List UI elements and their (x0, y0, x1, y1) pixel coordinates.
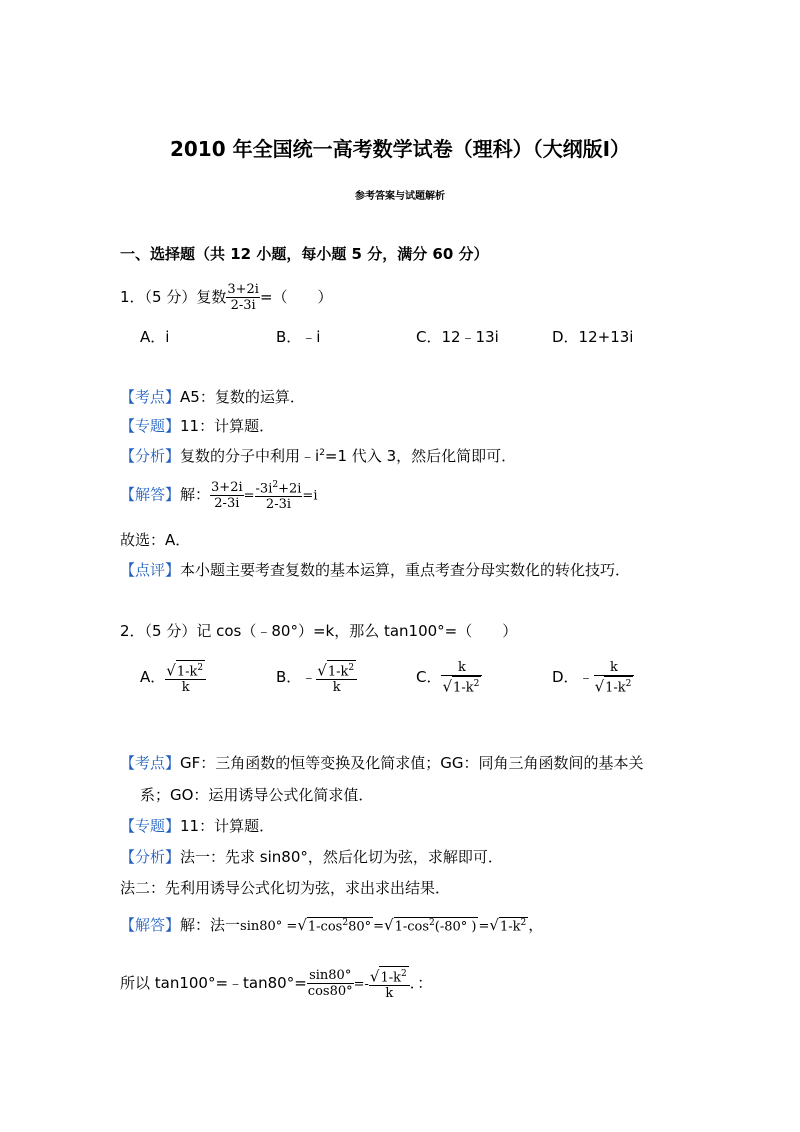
q2-option-d: D．﹣ $\frac{k}{√1-k^2}$ (552, 660, 634, 695)
jieda-root-2: $1-\cos^2(-80^\circ$ ) (394, 917, 477, 934)
jieda-tag: 【解答】 (120, 485, 181, 504)
zhuanti-tag: 【专题】 (120, 417, 181, 435)
kaodian-tag: 【考点】 (120, 754, 181, 772)
jieda-fraction-1 (210, 480, 244, 511)
q2-suoyi: 所以 tan100°=﹣tan80°= $\frac{\sin 80^\circ}{\cos 80^\circ}$ =- $\frac{√1-k^2}{k}$ ．： (120, 967, 433, 1002)
q2-kaodian (120, 752, 644, 773)
suoyi-text: 所以 tan100°=﹣tan80°= (120, 974, 307, 993)
jieda-fraction-2 (255, 478, 303, 512)
fenxi-tag: 【分析】 (120, 447, 181, 465)
question-1-suffix: =（ ） (259, 288, 333, 306)
fenxi-tag: 【分析】 (120, 848, 181, 866)
question-1-fraction (226, 282, 260, 313)
zhuanti-tag: 【专题】 (120, 817, 181, 835)
kaodian-text: GF：三角函数的恒等变换及化简求值；GG：同角三角函数间的基本关 (180, 754, 644, 772)
question-1-prefix: 1．（5 分）复数 (120, 288, 227, 306)
option-c-fraction: $\frac{k}{√1-k^2}$ (441, 660, 482, 695)
fraction-numerator: 3+2i (227, 282, 259, 297)
q2-option-a: A． $\frac{√1-k^2}{k}$ (140, 660, 206, 695)
page-title: 2010 年全国统一高考数学试卷（理科）（大纲版I） (169, 137, 631, 161)
question-2-stem: 2．（5 分）记 cos（﹣80°）=k，那么 tan100°=（ ） (120, 622, 518, 640)
fraction-numerator: $-3i^2+2i$ (255, 480, 302, 497)
zhuanti-text: 11：计算题． (180, 417, 275, 435)
fenxi-superscript: 2 (319, 448, 325, 458)
section-heading: 一、选择题（共 12 小题，每小题 5 分，满分 60 分） (120, 245, 489, 263)
jieda-tag: 【解答】 (120, 916, 181, 934)
suoyi-fraction-1: $\frac{\sin 80^\circ}{\cos 80^\circ}$ (307, 968, 353, 1000)
option-b-fraction: $\frac{√1-k^2}{k}$ (316, 660, 357, 695)
q1-fenxi (120, 445, 516, 466)
fenxi-text-b: =1 代入 3，然后化简即可． (324, 447, 517, 465)
jieda-prefix: 解： (180, 485, 211, 504)
question-1-stem (120, 282, 333, 313)
jieda-root-1: $1-\cos^280^\circ$ (307, 917, 372, 934)
q2-fenxi-2: 法二：先利用诱导公式化切为弦，求出求出结果． (120, 879, 451, 897)
option-d: D．12+13i (552, 328, 634, 346)
fraction-denominator: 2-3i (230, 298, 256, 313)
suoyi-fraction-2: $\frac{√1-k^2}{k}$ (369, 966, 410, 1001)
option-a-fraction: $\frac{√1-k^2}{k}$ (165, 660, 206, 695)
q1-guxuan: 故选：A． (120, 531, 191, 549)
jieda-prefix: 解：法一 (180, 916, 241, 934)
page-subtitle: 参考答案与试题解析 (355, 191, 445, 202)
q1-jieda: 【解答】解： $\frac{3+2i}{2-3i}$ = $\frac{-3i^2+2i}{2-3i}$ =i (120, 479, 318, 513)
option-d-fraction: $\frac{k}{√1-k^2}$ (594, 660, 635, 695)
fraction-numerator: 3+2i (211, 479, 243, 495)
option-b: B．﹣i (276, 328, 321, 346)
kaodian-tag: 【考点】 (120, 388, 181, 406)
option-a: A．i (140, 328, 170, 346)
q2-option-b: B．﹣ $\frac{√1-k^2}{k}$ (276, 660, 357, 695)
q2-fenxi (120, 846, 503, 867)
kaodian-text: A5：复数的运算． (180, 388, 305, 406)
option-c: C．12﹣13i (416, 328, 499, 346)
fraction-denominator: 2-3i (214, 495, 240, 511)
jieda-sin: sin80° = (240, 919, 298, 934)
q1-dianping (120, 559, 630, 580)
dianping-text: 本小题主要考查复数的基本运算，重点考查分母实数化的转化技巧． (180, 561, 631, 579)
q1-kaodian (120, 386, 305, 407)
q2-option-c: C． $\frac{k}{√1-k^2}$ (416, 660, 482, 695)
dianping-tag: 【点评】 (120, 561, 181, 579)
jieda-result: =i (302, 488, 318, 504)
fraction-denominator: 2-3i (265, 497, 292, 513)
zhuanti-text: 11：计算题． (180, 817, 275, 835)
q2-kaodian-line2: 系；GO：运用诱导公式化简求值． (140, 786, 374, 804)
q2-jieda: 【解答】解：法一$\sin 80^\circ =√1-\cos^280^\circ =√1-\cos^2(-80^\circ$ ) $=√1-k^2$ ， (120, 916, 544, 934)
fenxi-text: 法一：先求 sin80°，然后化切为弦，求解即可． (180, 848, 503, 866)
q2-zhuanti (120, 815, 274, 836)
fenxi-text-a: 复数的分子中利用﹣i (180, 447, 320, 465)
jieda-root-3: $1-k^2$ (499, 917, 527, 934)
q1-zhuanti (120, 415, 274, 436)
